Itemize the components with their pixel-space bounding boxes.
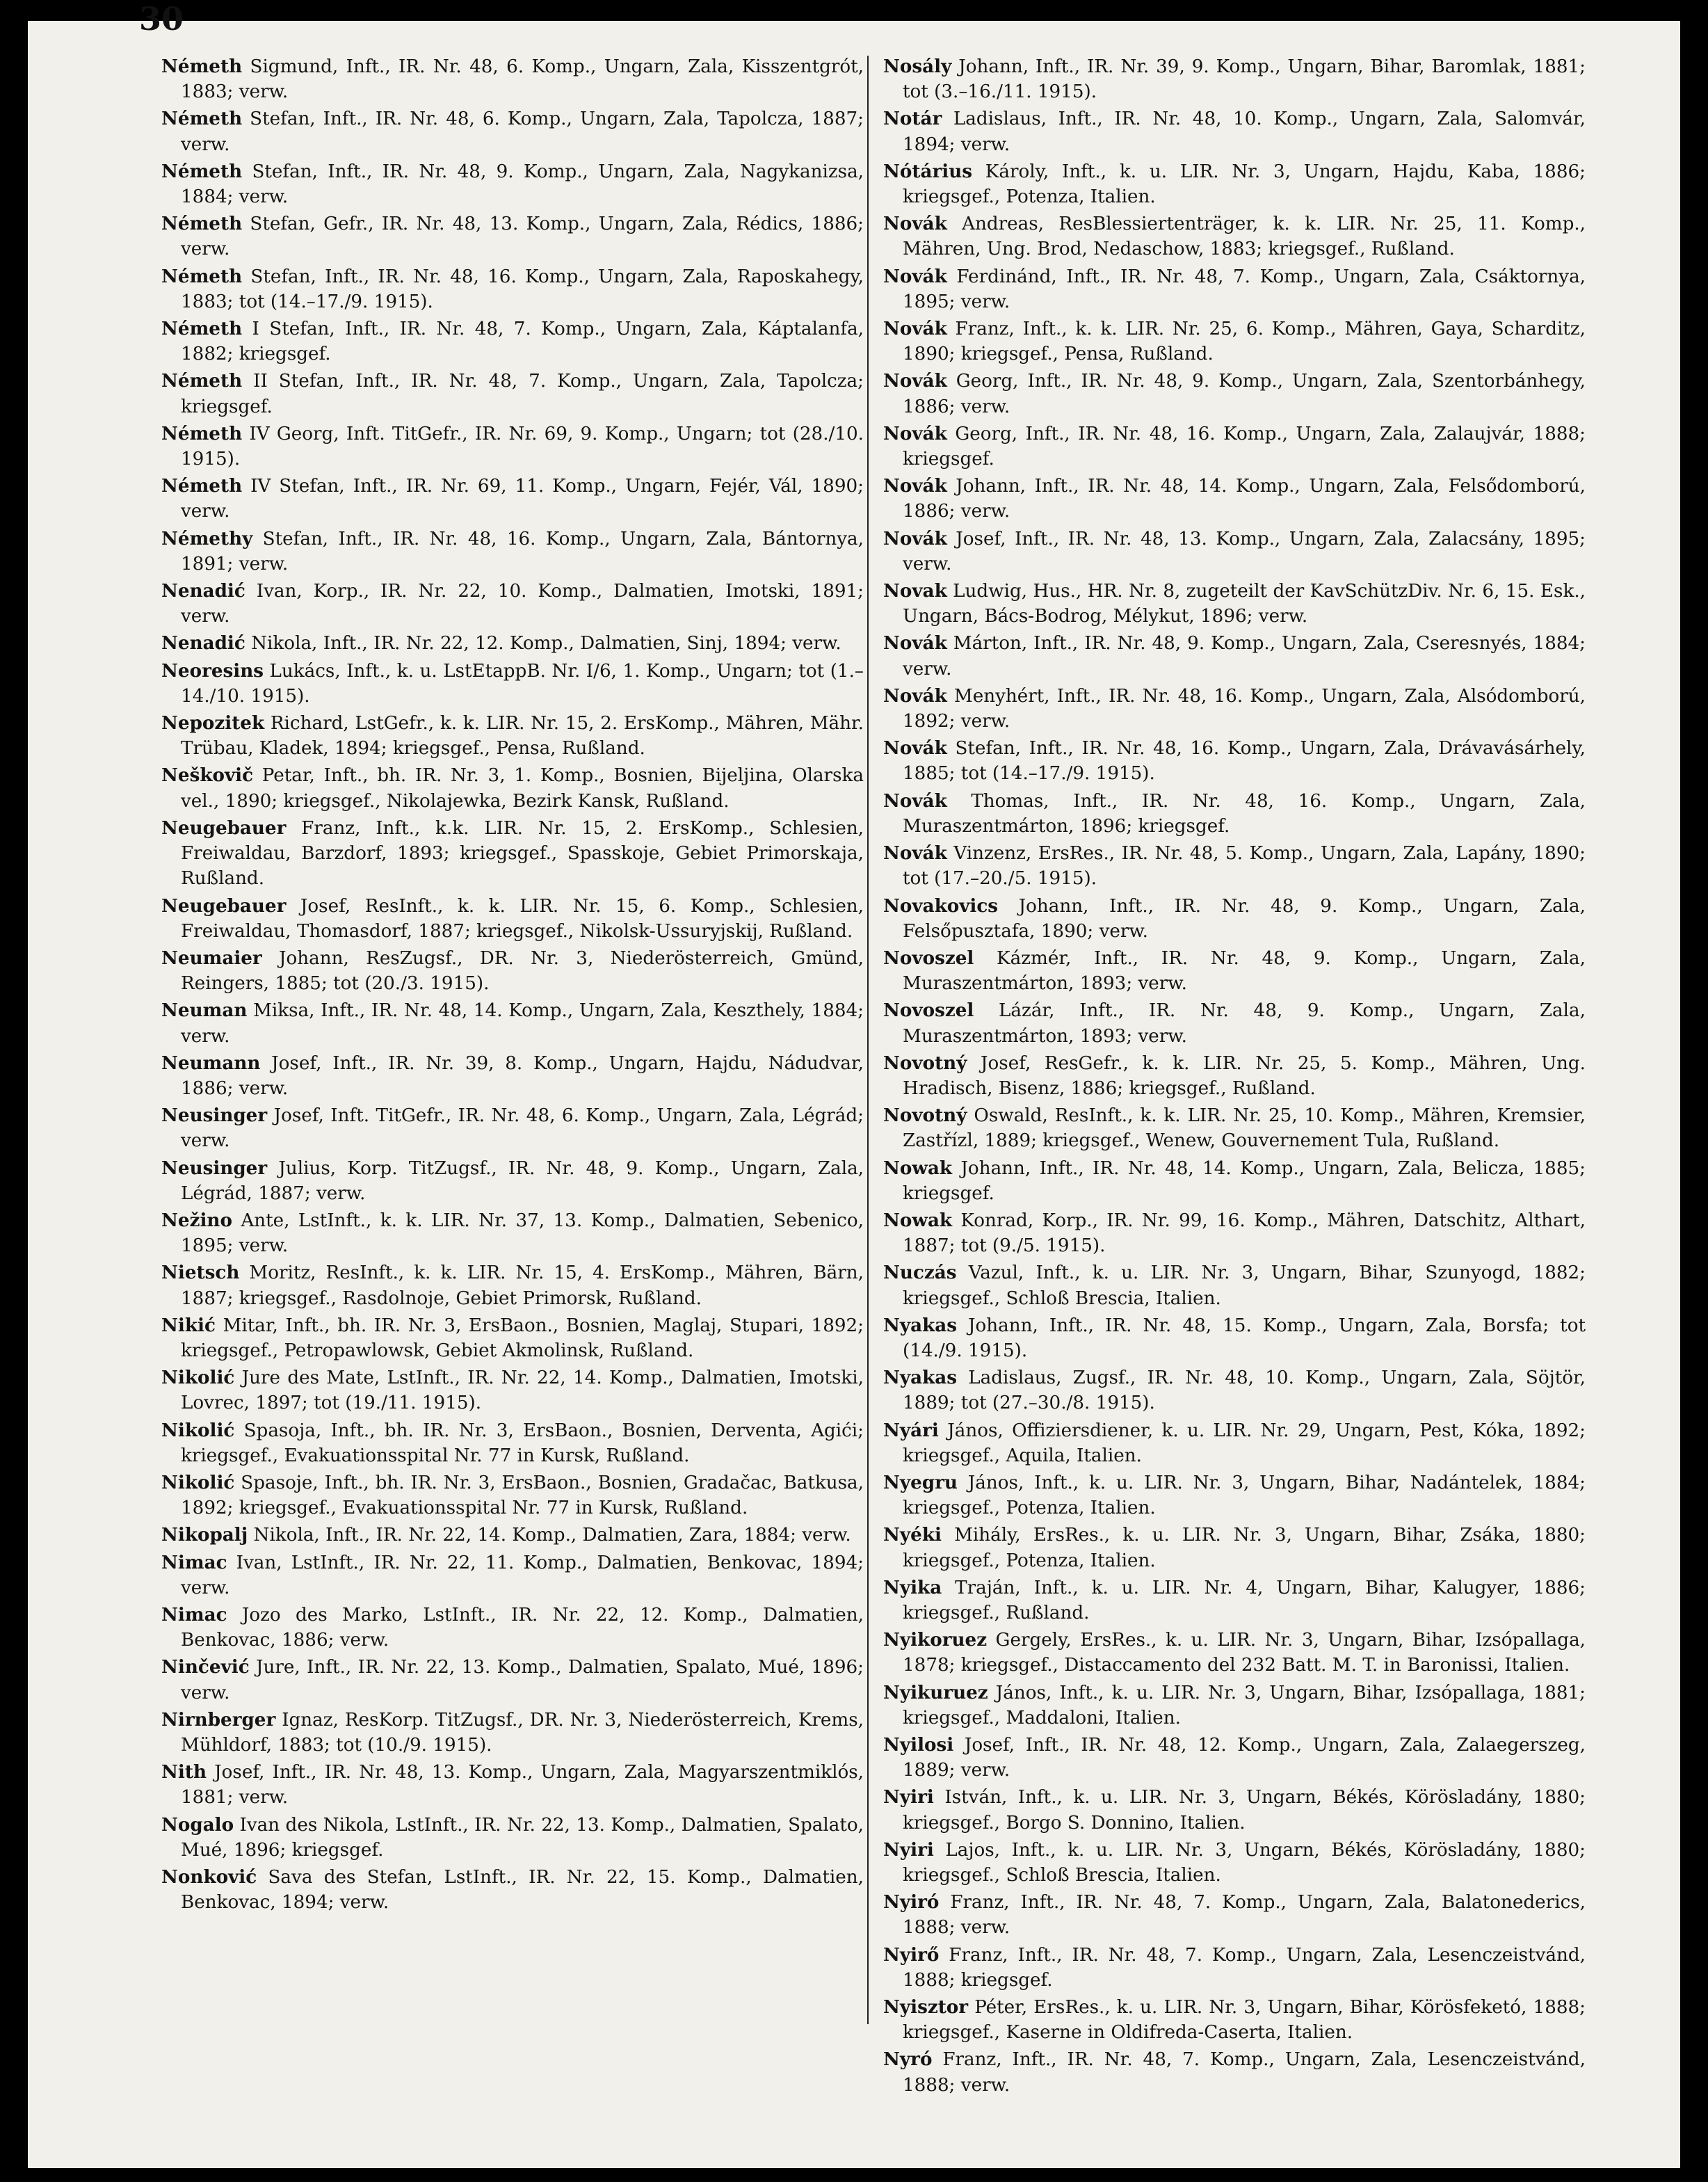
entry: [161, 211, 864, 262]
entry-surname: Nikolić: [161, 1367, 235, 1389]
entry: [883, 1260, 1586, 1310]
entry-details: Ivan des Nikola, LstInft., IR. Nr. 22, 13. Komp., Dalmatien, Spalato, Mué, 1896; kriegsgef.: [181, 1814, 864, 1861]
entry-surname: Nyiró: [883, 1891, 940, 1914]
entry: [161, 711, 864, 761]
entry-details: Traján, Inft., k. u. LIR. Nr. 4, Ungarn, Bihar, Kalugyer, 1886; kriegsgef., Rußland.: [903, 1577, 1586, 1623]
entry: [161, 1550, 864, 1601]
entry-surname: Nyika: [883, 1576, 942, 1598]
entry: [883, 474, 1586, 524]
entry: [161, 422, 864, 472]
entry-details: Richard, LstGefr., k. k. LIR. Nr. 15, 2. ErsKomp., Mähren, Mähr. Trübau, Kladek, 1894; kriegsgef., Pensa, Rußland.: [181, 713, 864, 760]
entry: [883, 579, 1586, 629]
entry-details: Franz, Inft., IR. Nr. 48, 7. Komp., Ungarn, Zala, Balatonederics, 1888; verw.: [903, 1892, 1586, 1939]
entry-details: Lázár, Inft., IR. Nr. 48, 9. Komp., Ungarn, Zala, Muraszentmárton, 1893; verw.: [903, 1000, 1586, 1047]
entry-surname: Nótárius: [883, 160, 972, 182]
entry-details: Stefan, Gefr., IR. Nr. 48, 13. Komp., Ungarn, Zala, Rédics, 1886; verw.: [181, 214, 864, 260]
entry-details: Stefan, Inft., IR. Nr. 48, 6. Komp., Ungarn, Zala, Tapolcza, 1887; verw.: [181, 109, 864, 155]
entry: [883, 1575, 1586, 1626]
entry-details: János, Offiziersdiener, k. u. LIR. Nr. 29, Ungarn, Pest, Kóka, 1892; kriegsgef., Aquila, Italien.: [903, 1420, 1586, 1466]
entry-surname: Nowak: [883, 1157, 953, 1179]
entry-surname: Neusinger: [161, 1105, 268, 1127]
entry: [161, 1051, 864, 1101]
entry-surname: Nikić: [161, 1314, 216, 1336]
entry-details: Ante, LstInft., k. k. LIR. Nr. 37, 13. Komp., Dalmatien, Sebenico, 1895; verw.: [181, 1210, 864, 1257]
entry: [883, 631, 1586, 681]
entry-surname: Nyakas: [883, 1314, 957, 1336]
entry-surname: Nyilosi: [883, 1734, 954, 1756]
entry: [161, 1313, 864, 1363]
entry-details: II Stefan, Inft., IR. Nr. 48, 7. Komp., Ungarn, Zala, Tapolcza; kriegsgef.: [181, 371, 864, 417]
entry-details: Lukács, Inft., k. u. LstEtappB. Nr. I/6, 1. Komp., Ungarn; tot (1.–14./10. 1915).: [181, 660, 864, 707]
entry-details: Konrad, Korp., IR. Nr. 99, 16. Komp., Mähren, Datschitz, Althart, 1887; tot (9./5. 1915).: [903, 1210, 1586, 1257]
entry-surname: Nikolić: [161, 1471, 235, 1493]
entry-surname: Novák: [883, 737, 947, 760]
entry-details: Jozo des Marko, LstInft., IR. Nr. 22, 12. Komp., Dalmatien, Benkovac, 1886; verw.: [181, 1604, 864, 1651]
entry-surname: Ninčević: [161, 1656, 250, 1678]
entry: [161, 1760, 864, 1810]
entry: [161, 1365, 864, 1415]
entry-details: Franz, Inft., k.k. LIR. Nr. 15, 2. ErsKomp., Schlesien, Freiwaldau, Barzdorf, 1893; kriegsgef., Spasskoje, Gebiet Primorskaja, Rußland.: [181, 817, 864, 890]
entry-surname: Neoresins: [161, 659, 264, 682]
entry: [883, 264, 1586, 314]
entry: [883, 422, 1586, 472]
entry-details: Georg, Inft., IR. Nr. 48, 16. Komp., Ungarn, Zala, Zalaujvár, 1888; kriegsgef.: [903, 423, 1586, 470]
entry-surname: Nuczás: [883, 1262, 957, 1284]
entry-details: Moritz, ResInft., k. k. LIR. Nr. 15, 4. ErsKomp., Mähren, Bärn, 1887; kriegsgef., Rasdolnoje, Gebiet Primorsk, Rußland.: [181, 1262, 864, 1309]
entry-details: Ivan, LstInft., IR. Nr. 22, 11. Komp., Dalmatien, Benkovac, 1894; verw.: [181, 1552, 864, 1598]
entry-details: Josef, Inft., IR. Nr. 39, 8. Komp., Ungarn, Hajdu, Nádudvar, 1886; verw.: [181, 1052, 864, 1099]
entry: [883, 2047, 1586, 2097]
entry-details: I Stefan, Inft., IR. Nr. 48, 7. Komp., Ungarn, Zala, Káptalanfa, 1882; kriegsgef.: [181, 319, 864, 365]
entry-surname: Novák: [883, 475, 947, 497]
entry: [161, 106, 864, 157]
scan-right-border: [1680, 0, 1708, 2182]
entry: [883, 1628, 1586, 1678]
entry: [883, 841, 1586, 891]
entry: [883, 1418, 1586, 1468]
entry: [883, 998, 1586, 1048]
entry-details: Spasoje, Inft., bh. IR. Nr. 3, ErsBaon., Bosnien, Gradačac, Batkusa, 1892; kriegsgef., Evakuationsspital Nr. 77 in Kursk, Rußland.: [181, 1472, 864, 1519]
left-column: [161, 54, 864, 1917]
entry-surname: Neusinger: [161, 1157, 268, 1179]
entry: [161, 1813, 864, 1863]
entry: [161, 1418, 864, 1468]
entry-details: Gergely, ErsRes., k. u. LIR. Nr. 3, Ungarn, Bihar, Izsópallaga, 1878; kriegsgef., Distaccamento del 232 Batt. M. T. in Baronissi, Italien.: [903, 1630, 1586, 1676]
entry-surname: Nyéki: [883, 1524, 942, 1546]
entry-details: Johann, Inft., IR. Nr. 48, 14. Komp., Ungarn, Zala, Belicza, 1885; kriegsgef.: [903, 1157, 1586, 1204]
entry-details: Stefan, Inft., IR. Nr. 48, 9. Komp., Ungarn, Zala, Nagykanizsa, 1884; verw.: [181, 161, 864, 208]
entry-surname: Novakovics: [883, 895, 999, 917]
entry-surname: Németh: [161, 56, 243, 77]
entry-details: Márton, Inft., IR. Nr. 48, 9. Komp., Ungarn, Zala, Cseresnyés, 1884; verw.: [903, 633, 1586, 680]
entry-surname: Neumann: [161, 1052, 261, 1074]
entry-surname: Németh: [161, 370, 243, 392]
entry-details: Miksa, Inft., IR. Nr. 48, 14. Komp., Ungarn, Zala, Keszthely, 1884; verw.: [181, 1000, 864, 1047]
entry-surname: Nyikuruez: [883, 1681, 988, 1703]
entry-details: Menyhért, Inft., IR. Nr. 48, 16. Komp., Ungarn, Zala, Alsódomború, 1892; verw.: [903, 685, 1586, 732]
entry-surname: Nyró: [883, 2048, 933, 2071]
entry-details: IV Georg, Inft. TitGefr., IR. Nr. 69, 9. Komp., Ungarn; tot (28./10. 1915).: [181, 423, 864, 470]
entry: [161, 159, 864, 209]
entry-surname: Nimac: [161, 1551, 227, 1573]
entry: [883, 1943, 1586, 1993]
entry: [883, 1156, 1586, 1206]
entry-details: Josef, Inft., IR. Nr. 48, 13. Komp., Ungarn, Zala, Magyarszentmiklós, 1881; verw.: [181, 1762, 864, 1808]
entry: [161, 264, 864, 314]
entry-surname: Neumaier: [161, 947, 262, 969]
entry: [161, 998, 864, 1048]
entry-details: Spasoja, Inft., bh. IR. Nr. 3, ErsBaon., Bosnien, Derventa, Agići; kriegsgef., Evakuationsspital Nr. 77 in Kursk, Rußland.: [181, 1420, 864, 1466]
entry: [161, 1523, 864, 1548]
entry: [883, 1051, 1586, 1101]
entry-surname: Nikopalj: [161, 1524, 248, 1546]
entry-surname: Novoszel: [883, 947, 974, 969]
entry: [883, 1313, 1586, 1363]
entry-details: Ludwig, Hus., HR. Nr. 8, zugeteilt der KavSchützDiv. Nr. 6, 15. Esk., Ungarn, Bács-Bodrog, Mélykut, 1896; verw.: [903, 581, 1586, 627]
entry-surname: Nikolić: [161, 1419, 235, 1441]
entry: [161, 1260, 864, 1310]
entry-surname: Nosály: [883, 56, 952, 77]
entry-details: Josef, Inft., IR. Nr. 48, 13. Komp., Ungarn, Zala, Zalacsány, 1895; verw.: [903, 528, 1586, 575]
entry-details: Mihály, ErsRes., k. u. LIR. Nr. 3, Ungarn, Bihar, Zsáka, 1880; kriegsgef., Potenza, Italien.: [903, 1525, 1586, 1571]
entry: [161, 369, 864, 419]
entry-details: Johann, Inft., IR. Nr. 39, 9. Komp., Ungarn, Bihar, Baromlak, 1881; tot (3.–16./11. 1915).: [903, 56, 1586, 103]
entry-surname: Nyegru: [883, 1471, 958, 1493]
entry: [161, 1208, 864, 1258]
entry-surname: Nogalo: [161, 1813, 234, 1836]
entry: [161, 894, 864, 944]
scan-top-border: [0, 0, 1708, 21]
entry: [883, 1470, 1586, 1521]
entry-surname: Németh: [161, 160, 243, 182]
entry-details: Josef, ResGefr., k. k. LIR. Nr. 25, 5. Komp., Mähren, Ung. Hradisch, Bisenz, 1886; kriegsgef., Rußland.: [903, 1052, 1586, 1099]
entry-details: Stefan, Inft., IR. Nr. 48, 16. Komp., Ungarn, Zala, Bántornya, 1891; verw.: [181, 528, 864, 575]
entry-surname: Nenadić: [161, 580, 245, 602]
entry-details: Ivan, Korp., IR. Nr. 22, 10. Komp., Dalmatien, Imotski, 1891; verw.: [181, 581, 864, 627]
entry-surname: Nimac: [161, 1603, 227, 1626]
entry: [883, 211, 1586, 262]
entry-details: János, Inft., k. u. LIR. Nr. 3, Ungarn, Bihar, Nadántelek, 1884; kriegsgef., Potenza, Italien.: [903, 1472, 1586, 1519]
entry-surname: Nenadić: [161, 632, 245, 655]
entry-details: Franz, Inft., IR. Nr. 48, 7. Komp., Ungarn, Zala, Lesenczeistvánd, 1888; verw.: [903, 2049, 1586, 2096]
entry-surname: Novák: [883, 632, 947, 655]
entry: [161, 631, 864, 656]
entry: [161, 579, 864, 629]
entry-details: Josef, Inft., IR. Nr. 48, 12. Komp., Ungarn, Zala, Zalaegerszeg, 1889; verw.: [903, 1735, 1586, 1781]
entry: [883, 1365, 1586, 1415]
entry: [883, 159, 1586, 209]
entry-surname: Novotný: [883, 1052, 967, 1074]
entry: [883, 1995, 1586, 2045]
entry-details: Nikola, Inft., IR. Nr. 22, 14. Komp., Dalmatien, Zara, 1884; verw.: [253, 1525, 851, 1546]
entry: [883, 1680, 1586, 1731]
entry-details: Ladislaus, Inft., IR. Nr. 48, 10. Komp., Ungarn, Zala, Salomvár, 1894; verw.: [903, 109, 1586, 155]
entry-details: Franz, Inft., IR. Nr. 48, 7. Komp., Ungarn, Zala, Lesenczeistvánd, 1888; kriegsgef.: [903, 1944, 1586, 1991]
entry-surname: Neškovič: [161, 764, 254, 787]
entry-details: Vazul, Inft., k. u. LIR. Nr. 3, Ungarn, Bihar, Szunyogd, 1882; kriegsgef., Schloß Brescia, Italien.: [903, 1262, 1586, 1309]
entry-surname: Nith: [161, 1761, 207, 1783]
entry-surname: Némethy: [161, 527, 253, 549]
entry: [883, 684, 1586, 734]
entry-surname: Novák: [883, 265, 947, 287]
entry-details: Ignaz, ResKorp. TitZugsf., DR. Nr. 3, Niederösterreich, Krems, Mühldorf, 1883; tot (10./9. 1915).: [181, 1709, 864, 1756]
entry-surname: Neuman: [161, 1000, 248, 1022]
entry-surname: Novák: [883, 422, 947, 444]
entry: [161, 1156, 864, 1206]
entry-surname: Nyakas: [883, 1367, 957, 1389]
entry-surname: Novák: [883, 213, 947, 235]
entry-details: IV Stefan, Inft., IR. Nr. 69, 11. Komp., Ungarn, Fejér, Vál, 1890; verw.: [181, 476, 864, 522]
entry-surname: Németh: [161, 213, 243, 235]
entry: [161, 1865, 864, 1915]
entry-details: Jure des Mate, LstInft., IR. Nr. 22, 14. Komp., Dalmatien, Imotski, Lovrec, 1897; tot (19./11. 1915).: [181, 1367, 864, 1414]
entry-details: Franz, Inft., k. k. LIR. Nr. 25, 6. Komp., Mähren, Gaya, Scharditz, 1890; kriegsgef., Pensa, Rußland.: [903, 319, 1586, 365]
entry-details: Thomas, Inft., IR. Nr. 48, 16. Komp., Ungarn, Zala, Muraszentmárton, 1896; kriegsgef.: [903, 790, 1586, 837]
entry-details: Johann, Inft., IR. Nr. 48, 14. Komp., Ungarn, Zala, Felsődomború, 1886; verw.: [903, 476, 1586, 522]
entry-details: János, Inft., k. u. LIR. Nr. 3, Ungarn, Bihar, Izsópallaga, 1881; kriegsgef., Maddaloni, Italien.: [903, 1682, 1586, 1728]
entry-surname: Németh: [161, 422, 243, 444]
scan-left-border: [0, 0, 28, 2182]
entry-details: Sigmund, Inft., IR. Nr. 48, 6. Komp., Ungarn, Zala, Kisszentgrót, 1883; verw.: [181, 56, 864, 103]
entry-surname: Nyiri: [883, 1786, 934, 1808]
entry-surname: Nyiri: [883, 1838, 934, 1861]
entry: [883, 1838, 1586, 1888]
entry-details: Lajos, Inft., k. u. LIR. Nr. 3, Ungarn, Békés, Körösladány, 1880; kriegsgef., Schloß Brescia, Italien.: [903, 1839, 1586, 1886]
entry-details: Julius, Korp. TitZugsf., IR. Nr. 48, 9. Komp., Ungarn, Zala, Légrád, 1887; verw.: [181, 1157, 864, 1204]
entry-surname: Nonković: [161, 1866, 257, 1888]
entry-details: Petar, Inft., bh. IR. Nr. 3, 1. Komp., Bosnien, Bijeljina, Olarska vel., 1890; kriegsgef., Nikolajewka, Bezirk Kansk, Rußland.: [181, 765, 864, 812]
entry-surname: Németh: [161, 318, 243, 340]
entry-surname: Novoszel: [883, 1000, 974, 1022]
entry-surname: Nyári: [883, 1419, 939, 1441]
entry-details: Ladislaus, Zugsf., IR. Nr. 48, 10. Komp., Ungarn, Zala, Söjtör, 1889; tot (27.–30./8. 1915).: [903, 1367, 1586, 1414]
entry: [883, 106, 1586, 157]
entry-details: Sava des Stefan, LstInft., IR. Nr. 22, 15. Komp., Dalmatien, Benkovac, 1894; verw.: [181, 1867, 864, 1914]
entry-details: Kázmér, Inft., IR. Nr. 48, 9. Komp., Ungarn, Zala, Muraszentmárton, 1893; verw.: [903, 947, 1586, 995]
entry: [883, 1208, 1586, 1258]
entry: [883, 1890, 1586, 1940]
entry-details: Johann, ResZugsf., DR. Nr. 3, Niederösterreich, Gmünd, Reingers, 1885; tot (20./3. 1915).: [181, 947, 864, 995]
entry: [883, 1785, 1586, 1835]
entry-details: Vinzenz, ErsRes., IR. Nr. 48, 5. Komp., Ungarn, Zala, Lapány, 1890; tot (17.–20./5. 1915).: [903, 843, 1586, 890]
entry: [883, 369, 1586, 419]
entry: [161, 54, 864, 104]
entry: [883, 1523, 1586, 1573]
entry-surname: Németh: [161, 108, 243, 130]
entry-surname: Novák: [883, 370, 947, 392]
entry: [883, 316, 1586, 367]
entry: [161, 1103, 864, 1153]
entry-surname: Novotný: [883, 1105, 967, 1127]
entry: [161, 763, 864, 813]
entry-surname: Neugebauer: [161, 895, 287, 917]
entry: [883, 946, 1586, 996]
entry: [161, 946, 864, 996]
entry-details: Péter, ErsRes., k. u. LIR. Nr. 3, Ungarn, Bihar, Körösfeketó, 1888; kriegsgef., Kaserne in Oldifreda-Caserta, Italien.: [903, 1997, 1586, 2044]
entry-surname: Nepozitek: [161, 712, 265, 735]
entry-surname: Novák: [883, 318, 947, 340]
entry-details: Andreas, ResBlessiertenträger, k. k. LIR. Nr. 25, 11. Komp., Mähren, Ung. Brod, Nedaschow, 1883; kriegsgef., Rußland.: [903, 214, 1586, 260]
scan-bottom-border: [0, 2168, 1708, 2182]
entry-details: Ferdinánd, Inft., IR. Nr. 48, 7. Komp., Ungarn, Zala, Csáktornya, 1895; verw.: [903, 266, 1586, 312]
entry: [883, 54, 1586, 104]
entry-details: Johann, Inft., IR. Nr. 48, 15. Komp., Ungarn, Zala, Borsfa; tot (14./9. 1915).: [903, 1315, 1586, 1361]
entry-surname: Neugebauer: [161, 817, 287, 839]
entry: [161, 316, 864, 367]
entry-details: Stefan, Inft., IR. Nr. 48, 16. Komp., Ungarn, Zala, Raposkahegy, 1883; tot (14.–17./9. 1915).: [181, 266, 864, 312]
entry: [161, 1708, 864, 1758]
entry: [161, 474, 864, 524]
entry: [883, 1103, 1586, 1153]
entry-surname: Novák: [883, 684, 947, 707]
entry-surname: Nyisztor: [883, 1996, 969, 2019]
entry: [883, 1733, 1586, 1783]
entry: [161, 1655, 864, 1705]
entry-details: Josef, ResInft., k. k. LIR. Nr. 15, 6. Komp., Schlesien, Freiwaldau, Thomasdorf, 1887; kriegsgef., Nikolsk-Ussuryjskij, Rußland.: [181, 895, 864, 942]
entry-surname: Nyikoruez: [883, 1629, 988, 1651]
entry-details: Georg, Inft., IR. Nr. 48, 9. Komp., Ungarn, Zala, Szentorbánhegy, 1886; verw.: [903, 371, 1586, 417]
entry-surname: Nyirő: [883, 1943, 940, 1966]
column-divider: [867, 56, 869, 2024]
entry: [161, 659, 864, 709]
entry-surname: Novak: [883, 580, 947, 602]
entry: [161, 527, 864, 577]
entry-surname: Novák: [883, 789, 947, 812]
entry: [883, 894, 1586, 944]
entry: [161, 816, 864, 892]
entry-surname: Novák: [883, 842, 947, 865]
entry: [161, 1470, 864, 1521]
entry-details: Nikola, Inft., IR. Nr. 22, 12. Komp., Dalmatien, Sinj, 1894; verw.: [251, 633, 841, 655]
entry-details: Johann, Inft., IR. Nr. 48, 9. Komp., Ungarn, Zala, Felsőpusztafa, 1890; verw.: [903, 895, 1586, 942]
entry-details: Oswald, ResInft., k. k. LIR. Nr. 25, 10. Komp., Mähren, Kremsier, Zastřízl, 1889; kriegsgef., Wenew, Gouvernement Tula, Rußland.: [903, 1105, 1586, 1152]
entry-details: Josef, Inft. TitGefr., IR. Nr. 48, 6. Komp., Ungarn, Zala, Légrád; verw.: [181, 1105, 864, 1152]
entry: [883, 527, 1586, 577]
entry: [883, 789, 1586, 839]
entry-surname: Németh: [161, 475, 243, 497]
entry-details: István, Inft., k. u. LIR. Nr. 3, Ungarn, Békés, Körösladány, 1880; kriegsgef., Borgo S. Donnino, Italien.: [903, 1787, 1586, 1834]
entry-surname: Nowak: [883, 1209, 953, 1231]
entry-surname: Nežino: [161, 1209, 232, 1231]
entry-surname: Nietsch: [161, 1262, 240, 1284]
entry-surname: Nirnberger: [161, 1708, 276, 1731]
entry: [883, 736, 1586, 786]
page-number: 30: [139, 0, 184, 38]
entry-details: Mitar, Inft., bh. IR. Nr. 3, ErsBaon., Bosnien, Maglaj, Stupari, 1892; kriegsgef., Petropawlowsk, Gebiet Akmolinsk, Rußland.: [181, 1315, 864, 1361]
entry-details: Károly, Inft., k. u. LIR. Nr. 3, Ungarn, Hajdu, Kaba, 1886; kriegsgef., Potenza, Italien.: [903, 161, 1586, 208]
entry-details: Stefan, Inft., IR. Nr. 48, 16. Komp., Ungarn, Zala, Drávavásárhely, 1885; tot (14.–17./9. 1915).: [903, 738, 1586, 785]
entry-surname: Novák: [883, 527, 947, 549]
entry-surname: Notár: [883, 108, 942, 130]
entry-details: Jure, Inft., IR. Nr. 22, 13. Komp., Dalmatien, Spalato, Mué, 1896; verw.: [181, 1657, 864, 1703]
right-column: [883, 54, 1586, 2100]
entry-surname: Németh: [161, 265, 243, 287]
entry: [161, 1603, 864, 1653]
